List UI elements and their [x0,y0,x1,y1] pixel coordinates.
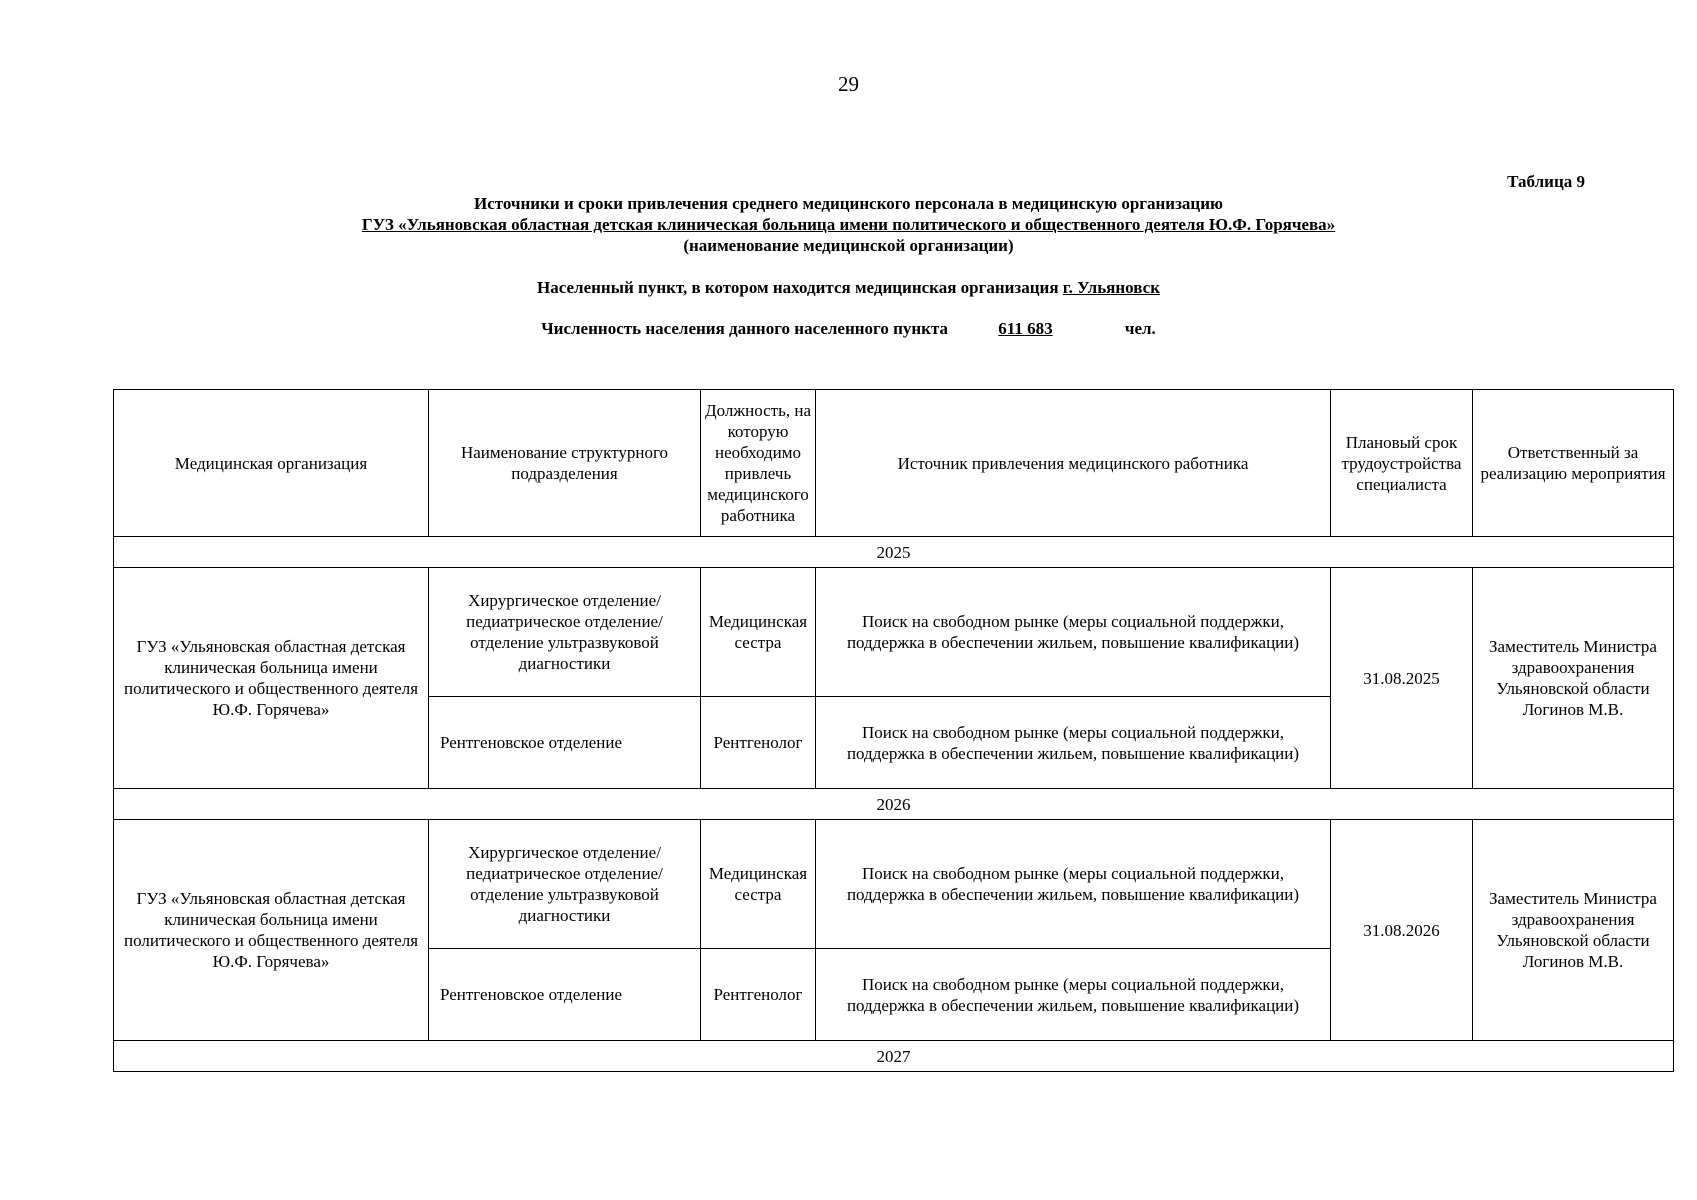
organization-cell: ГУЗ «Ульяновская областная детская клиническая больница имени политического и общественного деятеля Ю.Ф. Горячева» [114,820,429,1041]
deadline-cell: 31.08.2026 [1331,820,1473,1041]
year-row [114,1041,1674,1072]
organization-name: ГУЗ «Ульяновская областная детская клиническая больница имени политического и общественного деятеля Ю.Ф. Горячева» [361,215,1336,234]
table-row [114,568,1674,697]
col-header-position: Должность, на которую необходимо привлечь медицинского работника [701,390,816,537]
col-header-organization: Медицинская организация [114,390,429,537]
staffing-table [113,389,1674,1072]
document-title: Источники и сроки привлечения среднего медицинского персонала в медицинскую организацию [473,194,1224,213]
year-label: 2026 [114,789,1674,820]
page-number: 29 [838,72,859,96]
col-header-deadline: Плановый срок трудоустройства специалиста [1331,390,1473,537]
position-cell: Рентгенолог [701,697,816,789]
locality-line [0,277,1697,298]
responsible-cell: Заместитель Министра здравоохранения Ульяновской области Логинов М.В. [1473,820,1674,1041]
col-header-source: Источник привлечения медицинского работника [816,390,1331,537]
population-value: 611 683 [998,319,1053,338]
year-label: 2027 [114,1041,1674,1072]
organization-cell: ГУЗ «Ульяновская областная детская клиническая больница имени политического и общественного деятеля Ю.Ф. Горячева» [114,568,429,789]
department-cell: Рентгеновское отделение [429,949,701,1041]
department-cell: Рентгеновское отделение [429,697,701,789]
source-cell: Поиск на свободном рынке (меры социальной поддержки, поддержка в обеспечении жильем, повышение квалификации) [816,820,1331,949]
responsible-cell: Заместитель Министра здравоохранения Ульяновской области Логинов М.В. [1473,568,1674,789]
table-label: Таблица 9 [1507,172,1585,191]
source-cell: Поиск на свободном рынке (меры социальной поддержки, поддержка в обеспечении жильем, повышение квалификации) [816,949,1331,1041]
table-row [114,820,1674,949]
header-row [114,390,1674,537]
deadline-cell: 31.08.2025 [1331,568,1473,789]
col-header-department: Наименование структурного подразделения [429,390,701,537]
source-cell: Поиск на свободном рынке (меры социальной поддержки, поддержка в обеспечении жильем, повышение квалификации) [816,568,1331,697]
organization-caption: (наименование медицинской организации) [683,236,1014,255]
year-row [114,537,1674,568]
population-line [0,318,1697,339]
col-header-responsible: Ответственный за реализацию мероприятия [1473,390,1674,537]
locality-label: Населенный пункт, в котором находится медицинская организация [537,278,1059,297]
position-cell: Медицинская сестра [701,820,816,949]
population-label: Численность населения данного населенного пункта [541,319,949,338]
year-label: 2025 [114,537,1674,568]
year-row [114,789,1674,820]
population-unit: чел. [1124,319,1156,338]
position-cell: Медицинская сестра [701,568,816,697]
position-cell: Рентгенолог [701,949,816,1041]
source-cell: Поиск на свободном рынке (меры социальной поддержки, поддержка в обеспечении жильем, повышение квалификации) [816,697,1331,789]
department-cell: Хирургическое отделение/педиатрическое отделение/отделение ультразвуковой диагностики [429,568,701,697]
locality-value: г. Ульяновск [1062,278,1160,297]
department-cell: Хирургическое отделение/педиатрическое отделение/отделение ультразвуковой диагностики [429,820,701,949]
